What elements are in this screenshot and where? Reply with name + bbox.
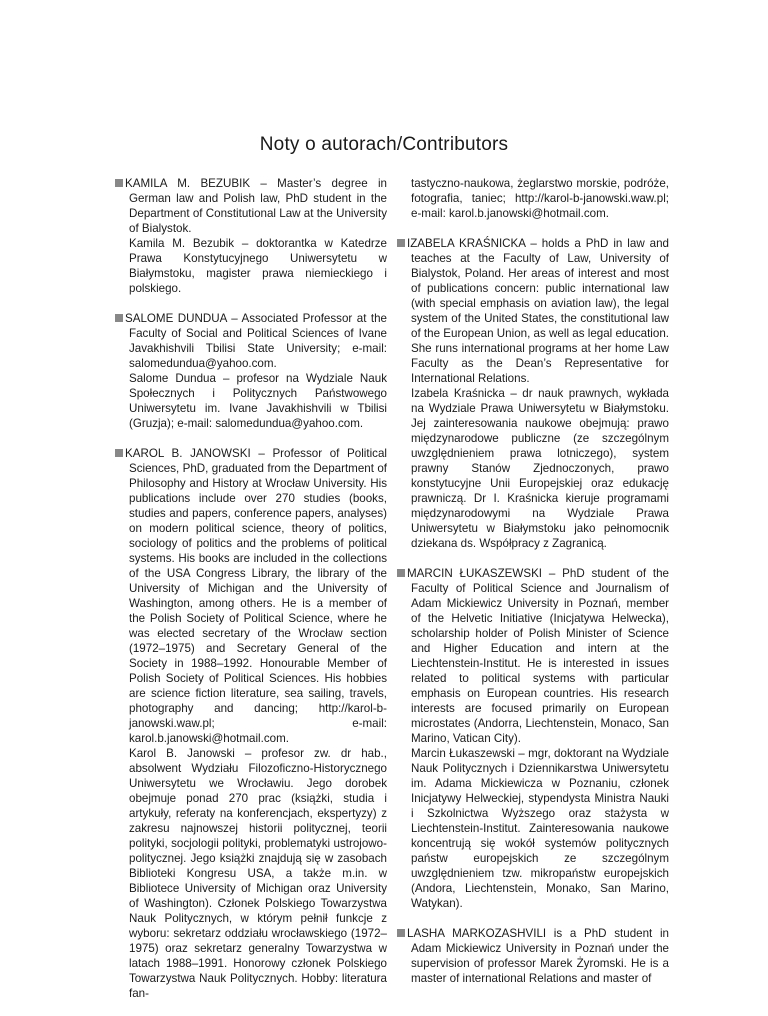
bullet-square-icon: [115, 314, 123, 322]
entry-english: LASHA MARKOZASHVILI is a PhD student in Adam Mickiewicz University in Poznań under the supervision of professor Marek Żyromski. He is a master of international Relations and master of: [407, 927, 669, 985]
entry-polish: Izabela Kraśnicka – dr nauk prawnych, wykłada na Wydziale Prawa Uniwersytetu w Białymstoku. Jej zainteresowania naukowe obejmują: prawo międzynarodowe publiczne (ze szczególnym uwzględnieniem prawa lotniczego), system prawny Stanów Zjednoczonych, prawo konstytucyjne Unii Europejskiej oraz edukację prawniczą. Dr I. Kraśnicka kieruje programami międzynarodowymi na Wydziale Prawa Uniwersytetu w Białymstoku jako pełnomocnik dziekana ds. Współpracy z Zagranicą.: [411, 387, 669, 550]
entry-english: SALOME DUNDUA – Associated Professor at the Faculty of Social and Political Sciences of Ivane Javakhishvili Tbilisi State University; e-mail: salomedundua@yahoo.com.: [125, 312, 387, 370]
entry-english: KAMILA M. BEZUBIK – Master’s degree in German law and Polish law, PhD student in the Department of Constitutional Law at the University of Bialystok.: [125, 177, 387, 235]
entry-polish: Kamila M. Bezubik – doktorantka w Katedrze Prawa Konstytucyjnego Uniwersytetu w Białymstoku, magister prawa niemieckiego i polskiego.: [129, 237, 387, 295]
bullet-square-icon: [397, 239, 405, 247]
bullet-square-icon: [397, 569, 405, 577]
entry-english: MARCIN ŁUKASZEWSKI – PhD student of the Faculty of Political Science and Journalism of Adam Mickiewicz University in Poznań, member of the Helvetic Initiative (Inicjatywa Helwecka), scholarship holder of Polish Minister of Science and Higher Education and intern at the Liechtenstein-Institut. He is interested in issues related to political systems with particular emphasis on European countries. His research interests are focused primarily on European microstates (Andorra, Liechtenstein, Monaco, San Marino, Vatican City).: [407, 567, 669, 745]
right-column: [398, 176, 669, 1001]
contributor-entry: [398, 926, 669, 986]
entry-polish: Marcin Łukaszewski – mgr, doktorant na Wydziale Nauk Politycznych i Dziennikarstwa Uniwersytetu im. Adama Mickiewicza w Poznaniu, członek Inicjatywy Helweckiej, stypendysta Ministra Nauki i Szkolnictwa Wyższego oraz stażysta w Liechtenstein-Institut. Zainteresowania naukowe koncentrują się wokół systemów politycznych państw europejskich ze szczególnym uwzględnieniem tzw. mikropaństw europejskich (Andora, Liechtenstein, Monako, San Marino, Watykan).: [411, 747, 669, 910]
entry-english: KAROL B. JANOWSKI – Professor of Political Sciences, PhD, graduated from the Department of Philosophy and History at Wrocław University. His publications include over 270 studies (books, studies and papers, conference papers, analyses) on modern political science, theory of politics, sociology of politics and the problems of political systems. His books are included in the collections of the USA Congress Library, the library of the University of Michigan and the University of Washington, among others. He is a member of the Polish Society of Political Science, where he was elected secretary of the Wrocław section (1972–1975) and Secretary General of the Society in 1988–1992. Honourable Member of Polish Society of Political Sciences. His hobbies are science fiction literature, sea sailing, travels, photography and dancing; http://karol-b-janowski.waw.pl; e-mail: karol.b.janowski@hotmail.com.: [125, 447, 387, 745]
entry-polish: Karol B. Janowski – profesor zw. dr hab., absolwent Wydziału Filozoficzno-Historycznego Uniwersytetu we Wrocławiu. Jego dorobek obejmuje ponad 270 prac (książki, studia i artykuły, referaty na konferencjach, ekspertyzy) z zakresu najnowszej historii politycznej, teorii polityki, socjologii polityki, problematyki ustrojowo-politycznej. Jego książki znajdują się w zasobach Biblioteki Kongresu USA, a także m.in. w Bibliotece University of Michigan oraz University of Washington). Członek Polskiego Towarzystwa Nauk Politycznych, w którym pełnił funkcje z wyboru: sekretarz oddziału wrocławskiego (1972–1975) oraz sekretarz generalny Towarzystwa w latach 1988–1991. Honorowy członek Polskiego Towarzystwa Nauk Politycznych. Hobby: literatura fan-: [129, 747, 387, 1000]
entry-continuation: tastyczno-naukowa, żeglarstwo morskie, podróże, fotografia, taniec; http://karol-b-janowski.waw.pl; e-mail: karol.b.janowski@hotmail.com.: [411, 177, 669, 220]
bullet-square-icon: [115, 179, 123, 187]
contributor-entry-continuation: [398, 176, 669, 221]
bullet-square-icon: [397, 929, 405, 937]
entry-english: IZABELA KRAŚNICKA – holds a PhD in law and teaches at the Faculty of Law, University of Bialystok, Poland. Her areas of interest and most of publications concern: public international law (with special emphasis on aviation law), the legal system of the United States, the constitutional law of the European Union, as well as legal education. She runs international programs at her home Law Faculty as the Dean’s Representative for International Relations.: [407, 237, 669, 385]
contributor-entry: [398, 236, 669, 551]
contributor-entry: [116, 176, 387, 296]
left-column: [116, 176, 387, 1016]
contributor-entry: [398, 566, 669, 911]
page-title: Noty o autorach/Contributors: [259, 134, 509, 155]
entry-polish: Salome Dundua – profesor na Wydziale Nauk Społecznych i Politycznych Państwowego Uniwersytetu im. Ivane Javakhishvili w Tbilisi (Gruzja); e-mail: salomedundua@yahoo.com.: [129, 372, 387, 430]
bullet-square-icon: [115, 449, 123, 457]
contributor-entry: [116, 446, 387, 1001]
contributor-entry: [116, 311, 387, 431]
